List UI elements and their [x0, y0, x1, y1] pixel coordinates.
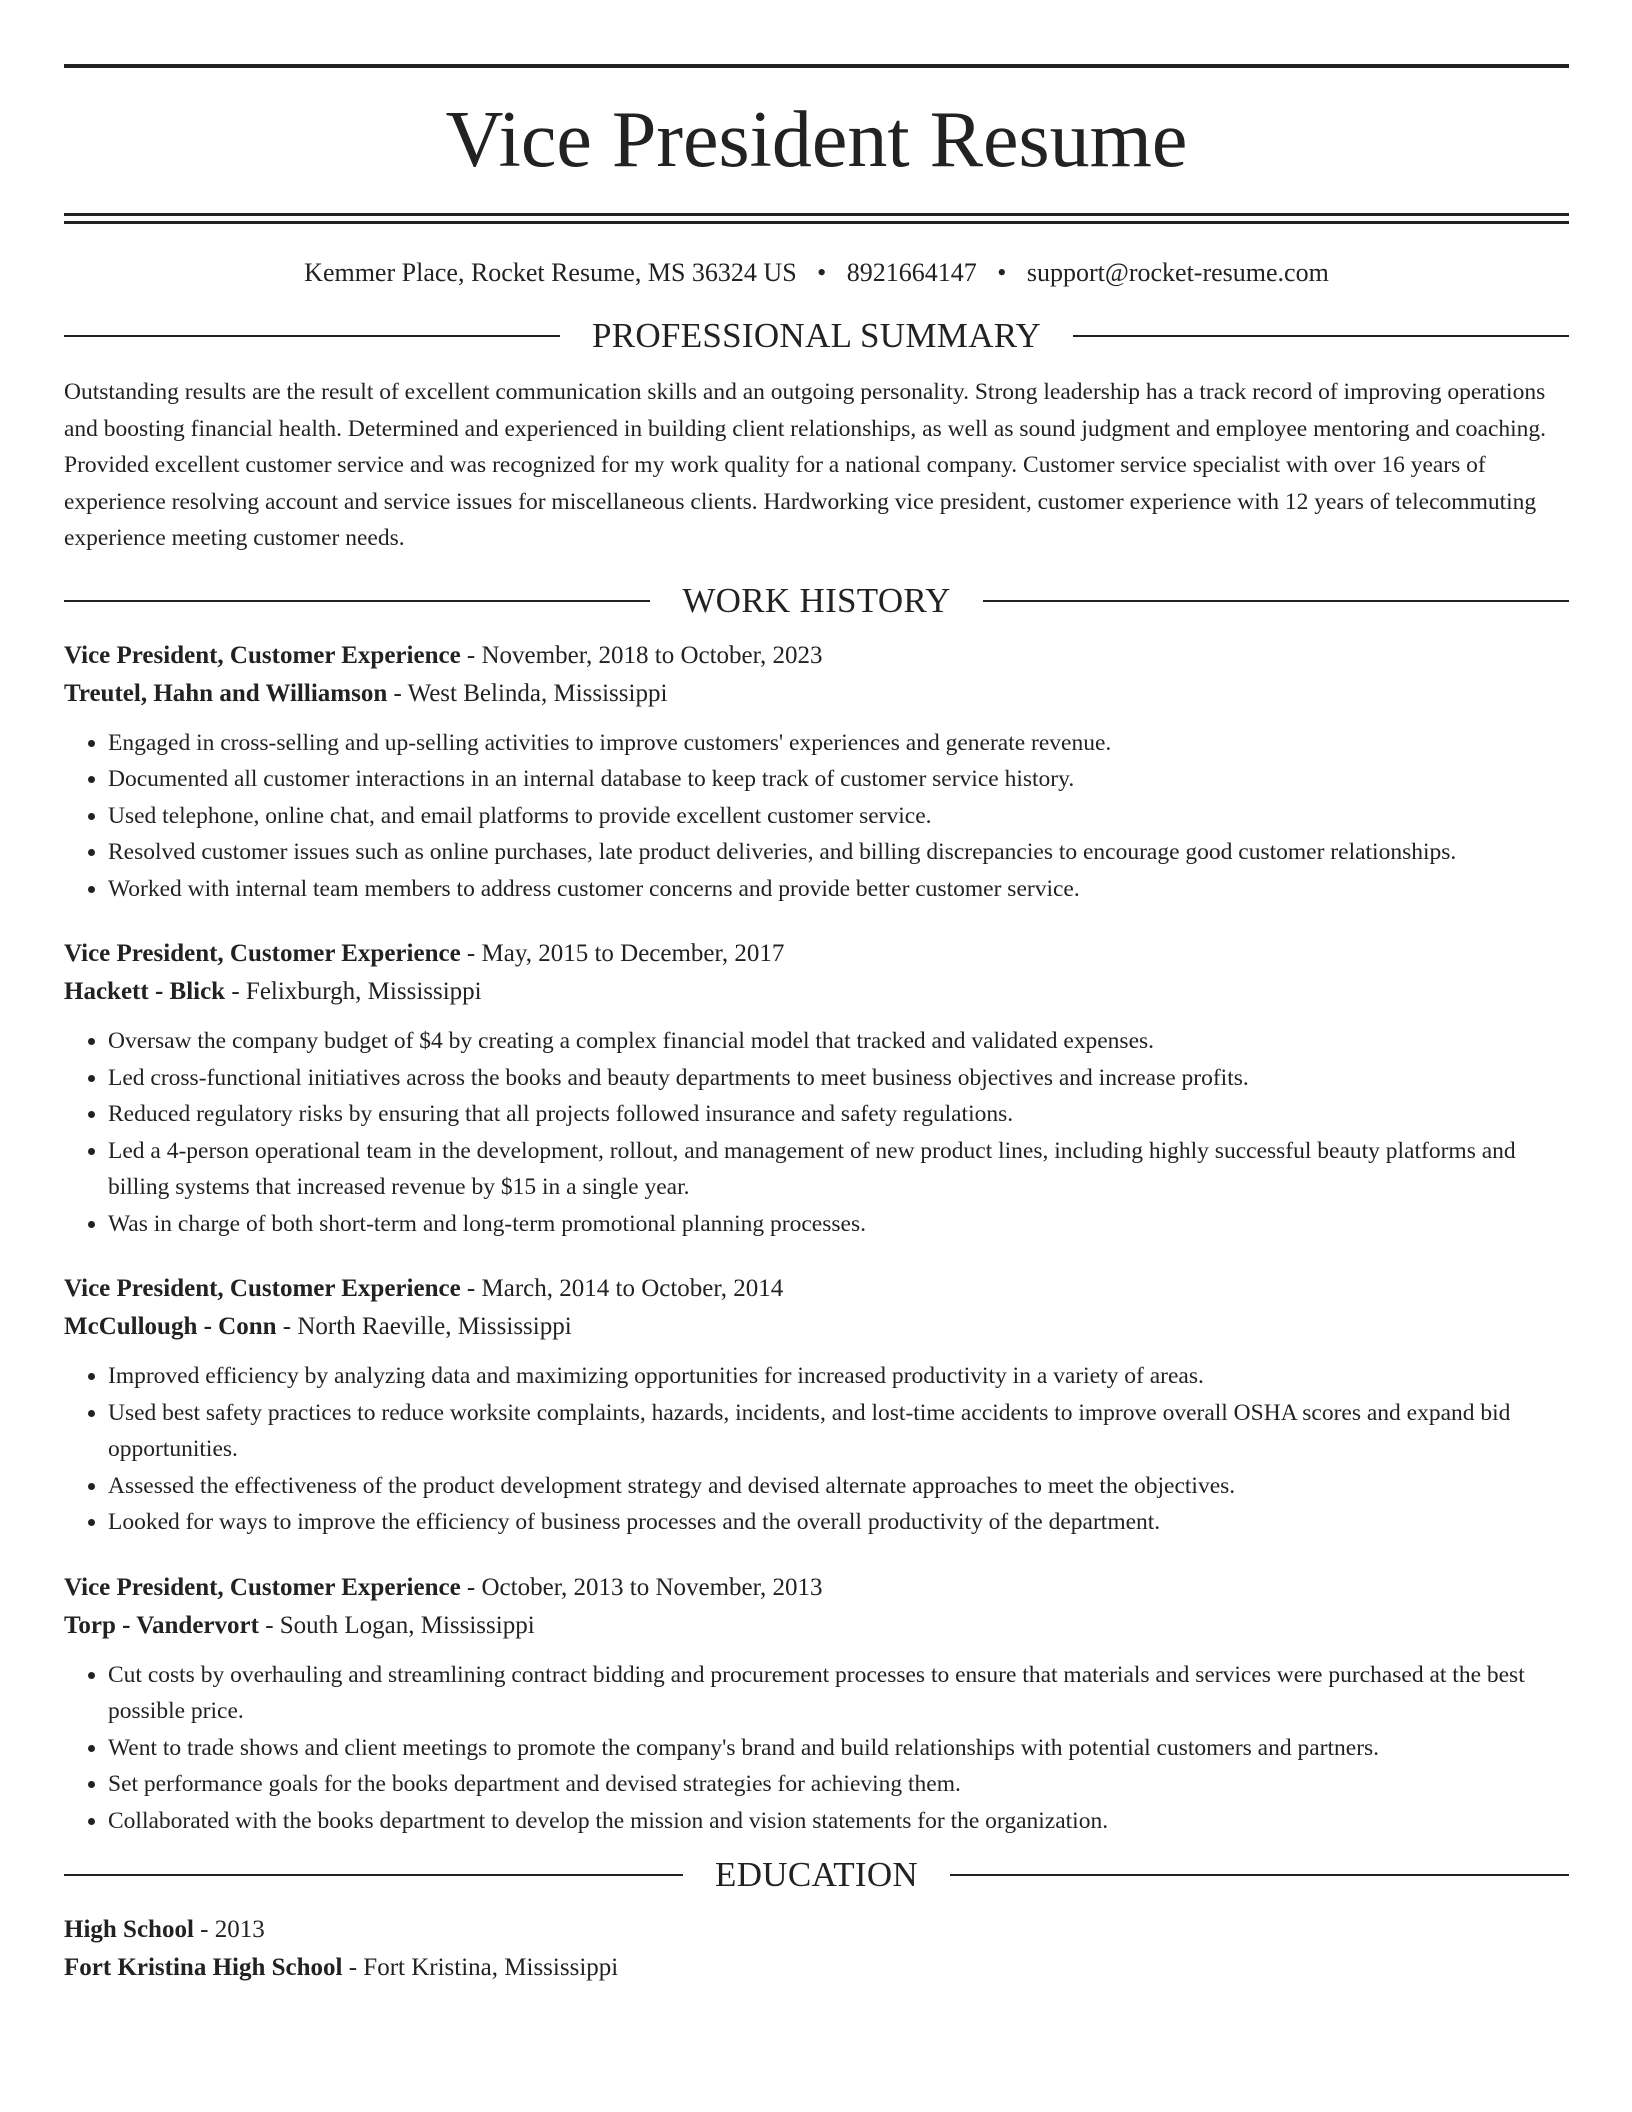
job-bullet: • Worked with internal team members to address customer concerns and provide better customer service. [108, 871, 1569, 908]
job-company-line [64, 1308, 1569, 1346]
job-bullet: • Went to trade shows and client meetings to promote the company's brand and build relationships with potential customers and partners. [108, 1730, 1569, 1767]
contact-line [64, 258, 1569, 288]
education-entry [64, 1911, 1569, 1987]
job-bullets [64, 1023, 1569, 1242]
job-bullet: • Set performance goals for the books department and devised strategies for achieving them. [108, 1766, 1569, 1803]
heading-rule-right [983, 600, 1569, 602]
job-bullet: • Resolved customer issues such as online purchases, late product deliveries, and billing discrepancies to encourage good customer relationships. [108, 834, 1569, 871]
heading-rule-left [64, 1874, 683, 1876]
title-double-rule [64, 213, 1569, 224]
job-bullet: • Oversaw the company budget of $4 by creating a complex financial model that tracked and validated expenses. [108, 1023, 1569, 1060]
heading-rule-left [64, 335, 560, 337]
job-bullet: • Engaged in cross-selling and up-selling activities to improve customers' experiences and generate revenue. [108, 725, 1569, 762]
job-bullet: • Documented all customer interactions in an internal database to keep track of customer service history. [108, 761, 1569, 798]
job-bullet: • Looked for ways to improve the efficiency of business processes and the overall productivity of the department. [108, 1504, 1569, 1541]
job-title-line [64, 935, 1569, 973]
contact-phone: 8921664147 [846, 258, 977, 287]
resume-page [64, 64, 1569, 1987]
job-bullet: • Led cross-functional initiatives across the books and beauty departments to meet business objectives and increase profits. [108, 1060, 1569, 1097]
job-company: Hackett - Blick [64, 978, 226, 1005]
education-degree: High School [64, 1916, 194, 1943]
job-location: - North Raeville, Mississippi [276, 1313, 572, 1340]
job-entry [64, 935, 1569, 1242]
job-bullet: • Improved efficiency by analyzing data and maximizing opportunities for increased productivity in a variety of areas. [108, 1358, 1569, 1395]
education-school: Fort Kristina High School [64, 1954, 343, 1981]
job-location: - Felixburgh, Mississippi [225, 978, 482, 1005]
job-title-line [64, 1569, 1569, 1607]
job-entry [64, 1569, 1569, 1840]
education-degree-line [64, 1911, 1569, 1949]
heading-rule-right [1073, 335, 1569, 337]
summary-section-heading [64, 316, 1569, 356]
top-rule [64, 64, 1569, 68]
job-title-line [64, 637, 1569, 675]
job-entry [64, 637, 1569, 908]
education-location: - Fort Kristina, Mississippi [342, 1954, 619, 1981]
job-bullet: • Was in charge of both short-term and long-term promotional planning processes. [108, 1206, 1569, 1243]
job-title: Vice President, Customer Experience [64, 641, 461, 669]
professional-summary: Outstanding results are the result of excellent communication skills and an outgoing personality. Strong leadership has a track record of improving operations and boosting financial health. Determined and experienced in building client relationships, as well as sound judgment and employee mentoring and coaching. Provided excellent customer service and was recognized for my work quality for a national company. Customer service specialist with over 16 years of experience resolving account and service issues for miscellaneous clients. Hardworking vice president, customer experience with 12 years of telecommuting experience meeting customer needs. [64, 379, 1547, 551]
job-entry [64, 1270, 1569, 1541]
heading-rule-right [950, 1874, 1569, 1876]
job-bullet: • Led a 4-person operational team in the development, rollout, and management of new product lines, including highly successful beauty platforms and billing systems that increased revenue by $15 in a single year. [108, 1133, 1569, 1206]
job-dates: - November, 2018 to October, 2023 [460, 641, 823, 669]
summary-heading-text: PROFESSIONAL SUMMARY [591, 316, 1042, 355]
heading-rule-left [64, 600, 650, 602]
job-title: Vice President, Customer Experience [64, 1573, 461, 1601]
job-title: Vice President, Customer Experience [64, 1275, 461, 1302]
contact-email: support@rocket-resume.com [1026, 258, 1329, 287]
job-company-line [64, 973, 1569, 1011]
job-bullet: • Collaborated with the books department to develop the mission and vision statements for the organization. [108, 1803, 1569, 1840]
job-company: Torp - Vandervort [64, 1611, 259, 1639]
job-company-line [64, 675, 1569, 713]
job-location: - West Belinda, Mississippi [387, 679, 668, 707]
job-dates: - May, 2015 to December, 2017 [460, 940, 785, 967]
job-company: Treutel, Hahn and Williamson [64, 679, 388, 707]
job-bullet: • Assessed the effectiveness of the product development strategy and devised alternate approaches to meet the objectives. [108, 1468, 1569, 1505]
education-section-heading [64, 1855, 1569, 1895]
job-dates: - March, 2014 to October, 2014 [460, 1275, 784, 1302]
work-section-heading [64, 581, 1569, 621]
job-bullet: • Cut costs by overhauling and streamlining contract bidding and procurement processes to ensure that materials and services were purchased at the best possible price. [108, 1657, 1569, 1730]
job-bullets [64, 1358, 1569, 1541]
job-title: Vice President, Customer Experience [64, 940, 461, 967]
job-company: McCullough - Conn [64, 1313, 277, 1340]
education-heading-text: EDUCATION [715, 1855, 918, 1894]
education-school-line [64, 1949, 1569, 1987]
contact-address: Kemmer Place, Rocket Resume, MS 36324 US [304, 258, 797, 287]
job-bullet: • Reduced regulatory risks by ensuring that all projects followed insurance and safety regulations. [108, 1096, 1569, 1133]
job-bullets [64, 725, 1569, 908]
job-company-line [64, 1607, 1569, 1645]
resume-title: Vice President Resume [445, 96, 1188, 184]
job-bullet: • Used best safety practices to reduce worksite complaints, hazards, incidents, and lost-time accidents to improve overall OSHA scores and expand bid opportunities. [108, 1395, 1569, 1468]
job-dates: - October, 2013 to November, 2013 [460, 1573, 823, 1601]
job-bullets [64, 1657, 1569, 1840]
education-year: - 2013 [193, 1916, 265, 1943]
work-heading-text: WORK HISTORY [682, 580, 951, 620]
work-history-list [64, 637, 1569, 1840]
job-location: - South Logan, Mississippi [258, 1611, 535, 1639]
job-bullet: • Used telephone, online chat, and email platforms to provide excellent customer service. [108, 798, 1569, 835]
contact-separator: • [997, 258, 1007, 287]
contact-separator: • [817, 258, 827, 287]
job-title-line [64, 1270, 1569, 1308]
